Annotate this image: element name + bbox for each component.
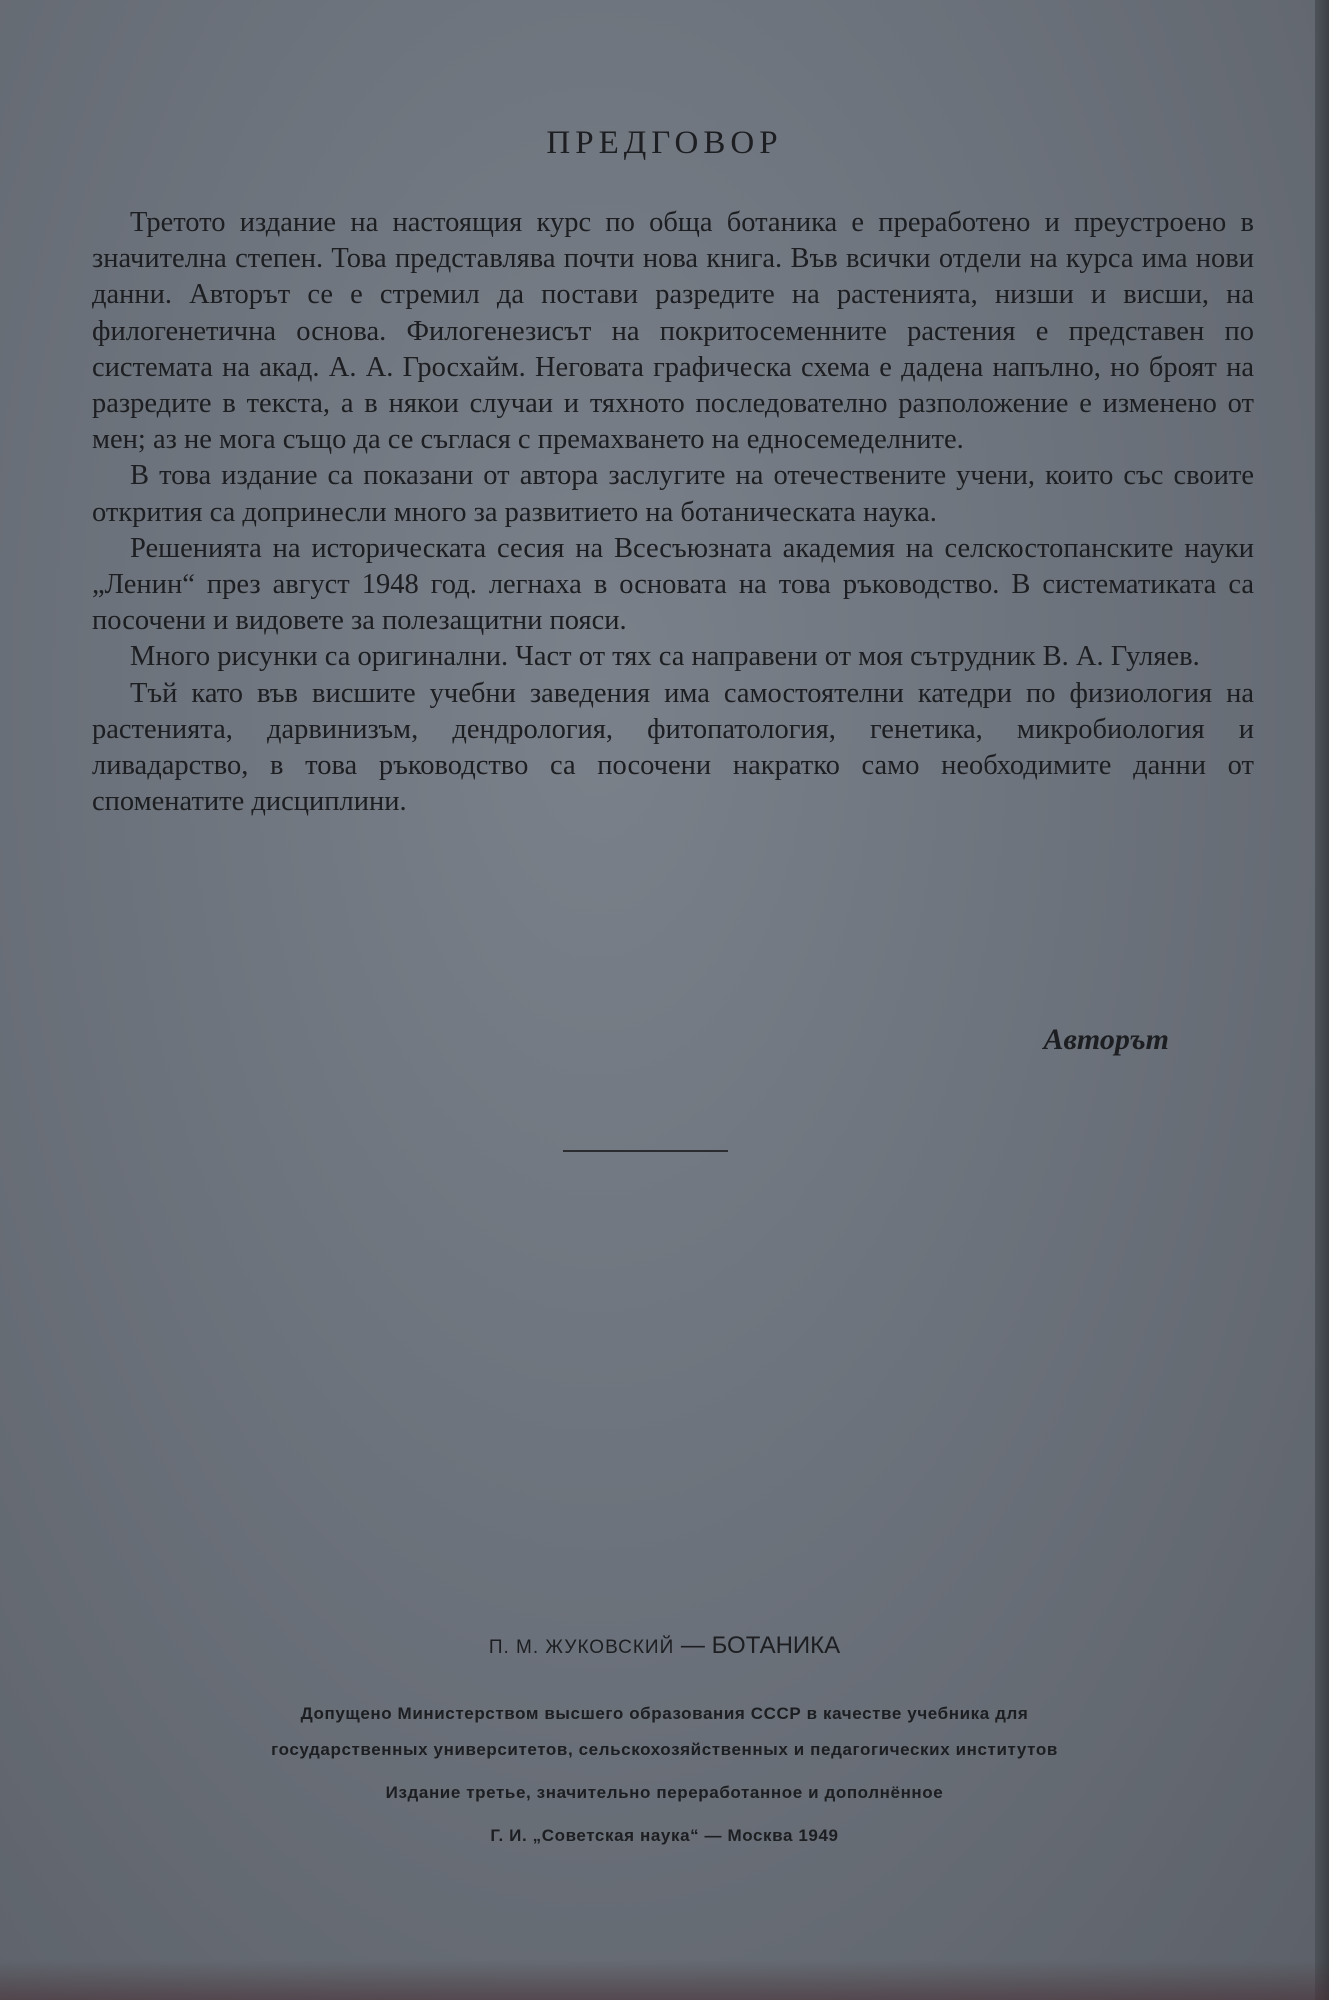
page-title: ПРЕДГОВОР	[546, 125, 783, 161]
page-edge-shadow	[1315, 0, 1329, 2000]
paragraph: В това издание са показани от автора заслугите на отечествените учени, които със своите открития са допринесли много за развитието на ботаническата наука.	[92, 460, 1254, 528]
imprint-dash: —	[674, 1632, 712, 1659]
imprint-institutions-line: государственных университетов, сельскохозяйственных и педагогических институтов	[271, 1740, 1058, 1759]
preface-body	[92, 205, 1254, 820]
paragraph: Решенията на историческата сесия на Всесъюзната академия на селскостопанските науки „Ленин“ през август 1948 год. легнаха в основата на това ръководство. В систематиката са посочени и видовете за полезащитни пояси.	[92, 532, 1254, 637]
imprint-book: БОТАНИКА	[711, 1632, 841, 1659]
bottom-edge-shadow	[0, 1960, 1329, 2000]
section-divider	[563, 1150, 728, 1152]
imprint-approval-line: Допущено Министерством высшего образования СССР в качестве учебника для	[300, 1704, 1029, 1723]
imprint-publisher-line: Г. И. „Советская наука“ — Москва 1949	[490, 1826, 839, 1845]
imprint-author: П. М. ЖУКОВСКИЙ	[488, 1637, 675, 1658]
imprint-title	[0, 1632, 1329, 1660]
paragraph: Много рисунки са оригинални. Част от тях са направени от моя сътрудник В. А. Гуляев.	[130, 641, 1200, 673]
paragraph: Третото издание на настоящия курс по обща ботаника е преработено и преустроено в значителна степен. Това представлява почти нова книга. Във всички отдели на курса има нови данни. Авторът се е стремил да постави разредите на растенията, низши и висши, на филогенетична основа. Филогенезисът на покритосеменните растения е представен по системата на акад. А. А. Гросхайм. Неговата графическа схема е дадена напълно, но броят на разредите в текста, а в някои случаи и тяхното последователно разположение е изменено от мен; аз не мога също да се съглася с премахването на едносемеделните.	[92, 207, 1254, 456]
imprint-edition-line: Издание третье, значительно переработанное и дополнённое	[385, 1783, 944, 1802]
author-signature: Авторът	[1043, 1023, 1169, 1056]
paragraph: Тъй като във висшите учебни заведения има самостоятелни катедри по физиология на растенията, дарвинизъм, дендрология, фитопатология, генетика, микробиология и ливадарство, в това ръководство са посочени накратко само необходимите данни от споменатите дисциплини.	[92, 677, 1254, 818]
